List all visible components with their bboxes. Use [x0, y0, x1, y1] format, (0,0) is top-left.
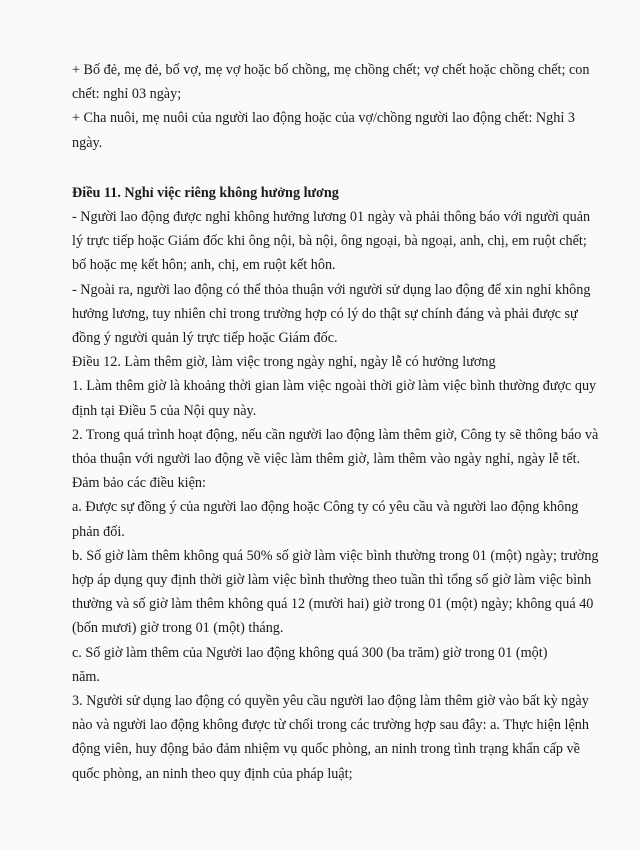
- paragraph-condition-c: c. Số giờ làm thêm của Người lao động không quá 300 (ba trăm) giờ trong 01 (một): [72, 644, 548, 661]
- paragraph-condition-c-end: năm.: [72, 668, 100, 685]
- document-body: [72, 58, 602, 786]
- paragraph-condition-a: a. Được sự đồng ý của người lao động hoặc Công ty có yêu cầu và người lao động không phản đối.: [72, 499, 579, 540]
- paragraph-parent-death: + Bố đẻ, mẹ đẻ, bố vợ, mẹ vợ hoặc bố chồng, mẹ chồng chết; vợ chết hoặc chồng chết; con chết: nghỉ 03 ngày;: [72, 62, 590, 103]
- paragraph-unpaid-leave-1: - Người lao động được nghỉ không hưởng lương 01 ngày và phải thông báo với người quản lý trực tiếp hoặc Giám đốc khi ông nội, bà nội, ông ngoại, bà ngoại, anh, chị, em ruột chết; bố hoặc mẹ kết hôn; anh, chị, em ruột kết hôn.: [72, 209, 591, 274]
- paragraph-overtime-notice: 2. Trong quá trình hoạt động, nếu cần người lao động làm thêm giờ, Công ty sẽ thông báo và thỏa thuận với người lao động về việc làm thêm giờ, làm thêm vào ngày nghỉ, ngày lễ tết. Đảm bảo các điều kiện:: [72, 426, 599, 492]
- paragraph-unpaid-leave-2: - Ngoài ra, người lao động có thể thỏa thuận với người sử dụng lao động để xin nghỉ không hưởng lương, tuy nhiên chỉ trong trường hợp có lý do thật sự chính đáng và phải được sự đồng ý người quản lý trực tiếp hoặc Giám đốc.: [72, 281, 591, 347]
- paragraph-overtime-definition: 1. Làm thêm giờ là khoảng thời gian làm việc ngoài thời giờ làm việc bình thường được quy định tại Điều 5 của Nội quy này.: [72, 378, 597, 419]
- article-11-heading: Điều 11. Nghỉ việc riêng không hưởng lương: [72, 184, 339, 201]
- paragraph-condition-b: b. Số giờ làm thêm không quá 50% số giờ làm việc bình thường trong 01 (một) ngày; trường hợp áp dụng quy định thời giờ làm việc bình thường theo tuần thì tổng số giờ làm việc bình thường và số giờ làm thêm không quá 12 (mười hai) giờ trong 01 (một) ngày; không quá 40 (bốn mươi) giờ trong 01 (một) tháng.: [72, 547, 599, 637]
- paragraph-mandatory-overtime: 3. Người sử dụng lao động có quyền yêu cầu người lao động làm thêm giờ vào bất kỳ ngày nào và người lao động không được từ chối trong các trường hợp sau đây: a. Thực hiện lệnh động viên, huy động bảo đảm nhiệm vụ quốc phòng, an ninh trong tình trạng khẩn cấp về quốc phòng, an ninh theo quy định của pháp luật;: [72, 693, 589, 782]
- section-gap: [72, 155, 602, 181]
- article-12-heading: Điều 12. Làm thêm giờ, làm việc trong ngày nghỉ, ngày lễ có hưởng lương: [72, 354, 496, 371]
- paragraph-adoptive-parent-death: + Cha nuôi, mẹ nuôi của người lao động hoặc của vợ/chồng người lao động chết: Nghỉ 3 ngày.: [72, 110, 575, 151]
